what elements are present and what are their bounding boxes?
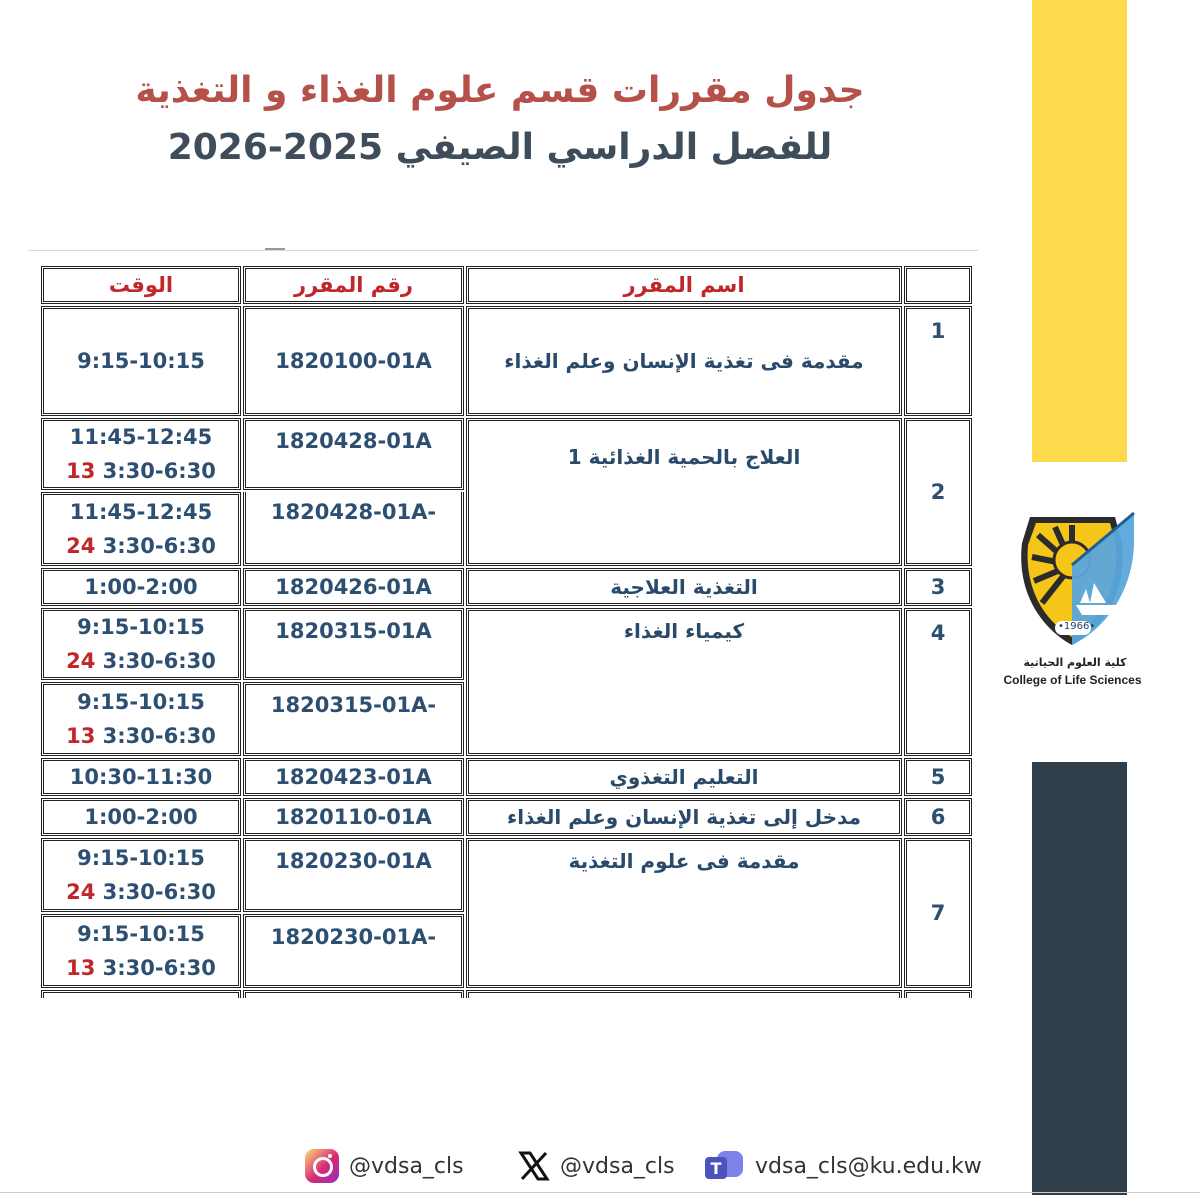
header-name: اسم المقرر: [466, 266, 902, 304]
time-extra-line: [66, 529, 216, 563]
time-main: 1:00-2:00: [84, 805, 198, 829]
college-logo: [1010, 505, 1135, 655]
x-handle: @vdsa_cls: [560, 1153, 675, 1179]
table-row-code: 1820426-01A: [243, 568, 464, 606]
table-row-code: 1820428-01A: [243, 418, 464, 490]
table-row-time: [41, 418, 241, 490]
teams-email: vdsa_cls@ku.edu.kw: [755, 1153, 982, 1179]
table-row-cutoff: [41, 990, 241, 998]
time-extra: 3:30-6:30: [102, 724, 216, 748]
header-time: الوقت: [41, 266, 241, 304]
table-row-cutoff: [904, 990, 972, 998]
college-emblem-icon: [1010, 505, 1135, 655]
table-row-code: 1820230-01A-: [243, 914, 464, 988]
table-row-num: 3: [904, 568, 972, 606]
time-extra: 3:30-6:30: [102, 459, 216, 483]
table-row-name: التعليم التغذوي: [466, 758, 902, 796]
table-row-num: 1: [904, 306, 972, 416]
table-row-code: 1820110-01A: [243, 798, 464, 836]
time-extra-line: [66, 951, 216, 985]
time-main: 11:45-12:45: [69, 425, 213, 449]
table-row-num: 6: [904, 798, 972, 836]
x-icon: [518, 1150, 550, 1182]
table-row-time: [41, 568, 241, 606]
time-main: 1:00-2:00: [84, 575, 198, 599]
table-row-code: 1820230-01A: [243, 838, 464, 912]
table-row-time: [41, 306, 241, 416]
table-row-code: 1820423-01A: [243, 758, 464, 796]
time-day-count: 24: [66, 649, 96, 673]
instagram-icon: [305, 1149, 339, 1183]
table-row-code: 1820428-01A-: [243, 492, 464, 566]
time-day-count: 13: [66, 459, 96, 483]
table-row-time: [41, 608, 241, 680]
table-row-time: [41, 758, 241, 796]
table-row-name: العلاج بالحمية الغذائية 1: [466, 418, 902, 566]
time-main: 10:30-11:30: [69, 765, 213, 789]
time-extra-line: [66, 644, 216, 678]
course-table: [38, 264, 975, 998]
instagram-link[interactable]: [305, 1148, 464, 1184]
table-row-name: التغذية العلاجية: [466, 568, 902, 606]
time-main: 9:15-10:15: [77, 846, 205, 870]
table-row-name: مدخل إلى تغذية الإنسان وعلم الغذاء: [466, 798, 902, 836]
dark-accent-bar: [1032, 762, 1127, 1195]
bottom-divider: [0, 1192, 1200, 1193]
table-row-name: مقدمة فى تغذية الإنسان وعلم الغذاء: [466, 306, 902, 416]
table-row-code: 1820315-01A-: [243, 682, 464, 756]
time-extra-line: [66, 719, 216, 753]
table-row-time: [41, 798, 241, 836]
table-row-name: مقدمة فى علوم التغذية: [466, 838, 902, 988]
table-row-cutoff: [243, 990, 464, 998]
page-subtitle: للفصل الدراسي الصيفي 2025-2026: [167, 127, 833, 168]
time-extra-line: [66, 875, 216, 909]
table-row-time: [41, 682, 241, 756]
header-num: [904, 266, 972, 304]
table-row-time: [41, 838, 241, 912]
yellow-accent-bar: [1032, 0, 1127, 462]
logo-english-name: College of Life Sciences: [1003, 673, 1142, 687]
table-row-num: 4: [904, 608, 972, 756]
table-row-code: 1820100-01A: [243, 306, 464, 416]
table-row-name: كيمياء الغذاء: [466, 608, 902, 756]
time-day-count: 13: [66, 724, 96, 748]
table-row-time: [41, 492, 241, 566]
time-day-count: 24: [66, 534, 96, 558]
header-code: رقم المقرر: [243, 266, 464, 304]
time-day-count: 13: [66, 956, 96, 980]
table-row-code: 1820315-01A: [243, 608, 464, 680]
time-main: 11:45-12:45: [69, 500, 213, 524]
time-extra: 3:30-6:30: [102, 880, 216, 904]
divider: [28, 250, 978, 251]
logo-arabic-name: كلية العلوم الحياتية: [1023, 656, 1127, 669]
time-extra: 3:30-6:30: [102, 534, 216, 558]
x-link[interactable]: [518, 1148, 675, 1184]
time-main: 9:15-10:15: [77, 922, 205, 946]
table-row-num: 5: [904, 758, 972, 796]
time-main: 9:15-10:15: [77, 349, 205, 373]
time-extra: 3:30-6:30: [102, 956, 216, 980]
teams-link[interactable]: [705, 1148, 982, 1184]
time-main: 9:15-10:15: [77, 615, 205, 639]
table-row-time: [41, 914, 241, 988]
page-title: جدول مقررات قسم علوم الغذاء و التغذية: [135, 70, 865, 111]
table-row-num: 7: [904, 838, 972, 988]
time-day-count: 24: [66, 880, 96, 904]
time-extra-line: [66, 454, 216, 488]
divider-mark: [265, 248, 285, 250]
time-main: 9:15-10:15: [77, 690, 205, 714]
time-extra: 3:30-6:30: [102, 649, 216, 673]
instagram-handle: @vdsa_cls: [349, 1153, 464, 1179]
table-row-num: 2: [904, 418, 972, 566]
teams-icon: T: [705, 1149, 745, 1183]
logo-year: •1966•: [1058, 621, 1096, 632]
table-row-cutoff: [466, 990, 902, 998]
